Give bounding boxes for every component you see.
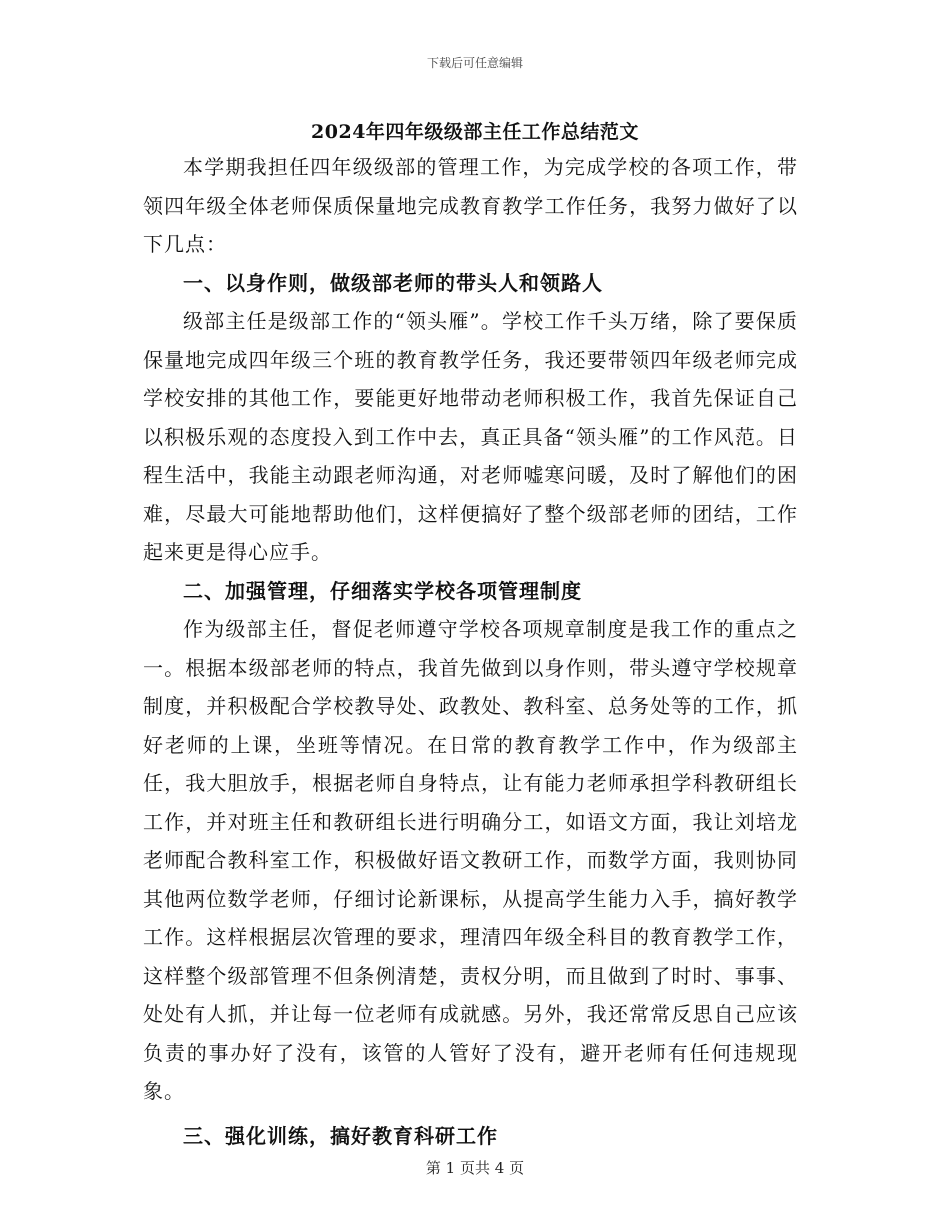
section-2-heading: 二、加强管理，仔细落实学校各项管理制度 — [183, 578, 582, 603]
section-2-paragraph: 作为级部主任，督促老师遵守学校各项规章制度是我工作的重点之一。根据本级部老师的特点，我首先做到以身作则，带头遵守学校规章制度，并积极配合学校教导处、政教处、教科室、总务处等的工作，抓好老师的上课，坐班等情况。在日常的教育教学工作中，作为级部主任，我大胆放手，根据老师自身特点，让有能力老师承担学科教研组长工作，并对班主任和教研组长进行明确分工，如语文方面，我让刘培龙老师配合教科室工作，积极做好语文教研工作，而数学方面，我则协同其他两位数学老师，仔细讨论新课标，从提高学生能力入手，搞好教学工作。这样根据层次管理的要求，理清四年级全科目的教育教学工作，这样整个级部管理不但条例清楚，责权分明，而且做到了时时、事事、处处有人抓，并让每一位老师有成就感。另外，我还常常反思自己应该负责的事办好了没有，该管的人管好了没有，避开老师有任何违规现象。 — [143, 617, 798, 1103]
document-title: 2024年四年级级部主任工作总结范文 — [311, 121, 639, 143]
section-1-paragraph: 级部主任是级部工作的“领头雁”。学校工作千头万绪，除了要保质保量地完成四年级三个班的教育教学任务，我还要带领四年级老师完成学校安排的其他工作，要能更好地带动老师积极工作，我首先保证自己以积极乐观的态度投入到工作中去，真正具备“领头雁”的工作风范。日程生活中，我能主动跟老师沟通，对老师嘘寒问暖，及时了解他们的困难，尽最大可能地帮助他们，这样便搞好了整个级部老师的团结，工作起来更是得心应手。 — [143, 309, 798, 564]
header-note: 下载后可任意编辑 — [426, 56, 523, 70]
document-body — [143, 148, 798, 1155]
intro-paragraph: 本学期我担任四年级级部的管理工作，为完成学校的各项工作，带领四年级全体老师保质保量地完成教育教学工作任务，我努力做好了以下几点： — [143, 155, 798, 256]
page-footer: 第 1 页共 4 页 — [425, 1159, 525, 1177]
section-1-heading: 一、以身作则，做级部老师的带头人和领路人 — [183, 270, 603, 295]
section-3-heading: 三、强化训练，搞好教育科研工作 — [183, 1123, 498, 1148]
